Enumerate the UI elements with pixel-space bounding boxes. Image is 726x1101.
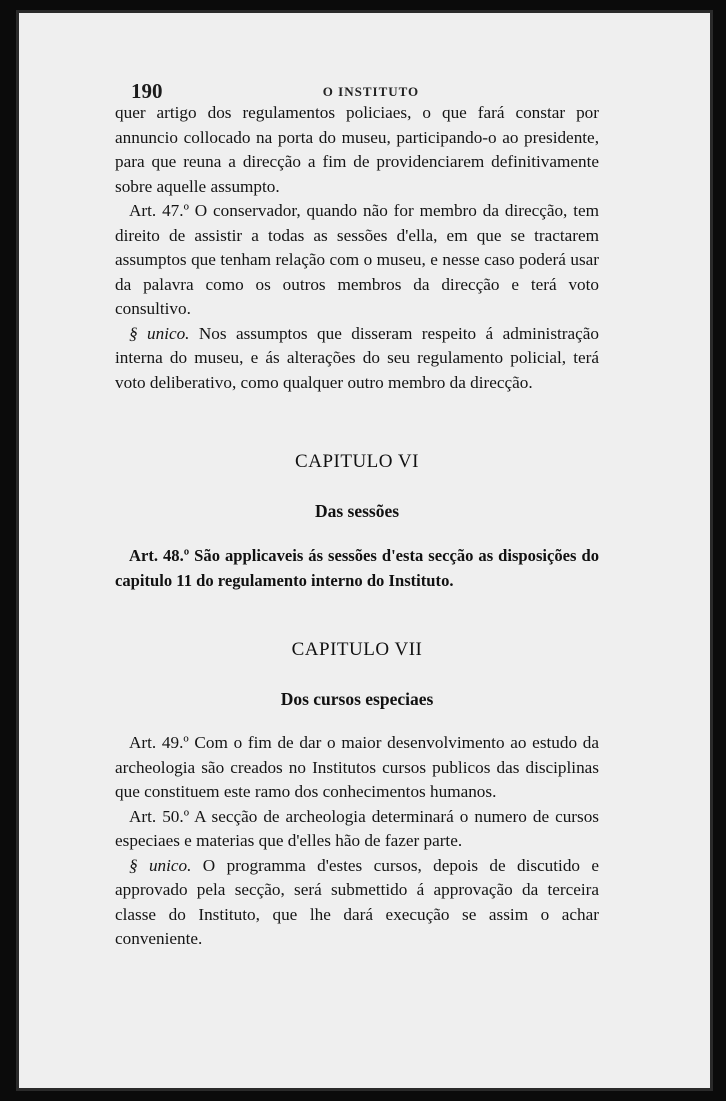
page-number: 190 (131, 79, 163, 103)
paragraph-continuation: quer artigo dos regulamentos policiaes, o que fará constar por annuncio collocado na porta do museu, participando-o ao presidente, para que reuna a direcção a fim de providenciarem definitivamente sobre aquelle assumpto. (115, 103, 599, 196)
paragraph-art-47: Art. 47.º O conservador, quando não for membro da direcção, tem direito de assistir a todas as sessões d'ella, em que se tractarem assumptos que tenham relação com o museu, e nesse caso poderá usar da palavra como os outros membros da direcção e terá voto consultivo. (115, 201, 599, 318)
paragraph-art-48: Art. 48.º São applicaveis ás sessões d'esta secção as disposições do capitulo 11 do regulamento interno do Instituto. (115, 546, 599, 590)
paragraph-unico-1 (115, 322, 599, 396)
page-header (131, 79, 611, 103)
chapter-6-subtitle: Das sessões (314, 501, 400, 521)
paragraph-unico-2 (115, 854, 599, 952)
book-page (16, 10, 713, 1091)
paragraph-art-49: Art. 49.º Com o fim de dar o maior desenvolvimento ao estudo da archeologia são creados no Institutos cursos publicos das disciplinas que constituem este ramo dos conhecimentos humanos. (115, 733, 599, 801)
unico-text: O programma d'estes cursos, depois de discutido e approvado pela secção, será submettido á approvação da terceira classe do Instituto, que lhe dará execução se assim o achar conveniente. (115, 855, 599, 948)
unico-text: Nos assumptos que disseram respeito á administração interna do museu, e ás alterações do seu regulamento policial, terá voto deliberativo, como qualquer outro membro da direcção. (115, 323, 599, 392)
chapter-6-title: CAPITULO VI (295, 451, 419, 472)
paragraph-art-50: Art. 50.º A secção de archeologia determinará o numero de cursos especiaes e materias que d'elles hão de fazer parte. (115, 806, 599, 850)
running-head: O INSTITUTO (322, 84, 420, 99)
unico-label: § unico. (129, 323, 190, 343)
chapter-7-title: CAPITULO VII (291, 639, 423, 660)
chapter-7-subtitle: Dos cursos especiaes (280, 689, 434, 709)
text-block-lower (115, 731, 599, 952)
unico-label: § unico. (129, 855, 192, 875)
text-block-upper (115, 101, 599, 395)
